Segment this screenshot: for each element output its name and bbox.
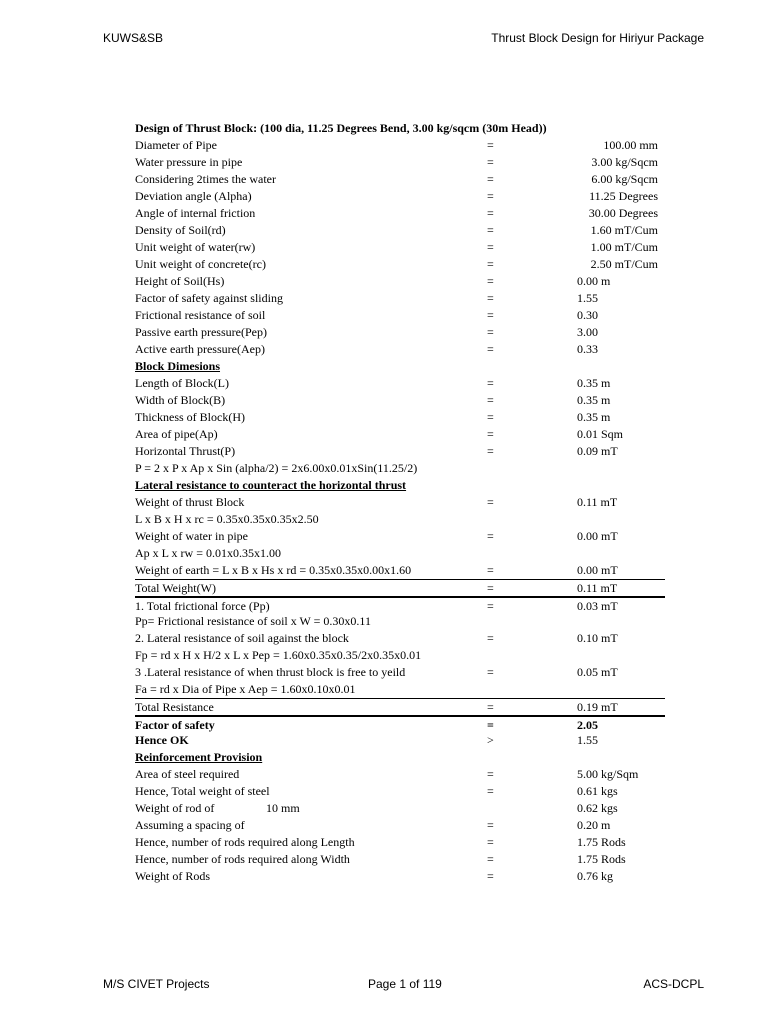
row-label: Weight of thrust Block: [135, 495, 245, 509]
calc-row: [135, 256, 665, 273]
row-label: Fa = rd x Dia of Pipe x Aep = 1.60x0.10x0.01: [135, 682, 356, 696]
row-value: 0.10 mT: [577, 631, 618, 645]
row-label: Frictional resistance of soil: [135, 308, 266, 322]
calc-row: [135, 528, 665, 545]
row-value: 0.33: [577, 342, 598, 356]
calc-row: [135, 732, 665, 749]
row-label: Unit weight of water(rw): [135, 240, 256, 254]
row-operator: =: [487, 308, 494, 322]
row-operator: =: [487, 257, 494, 271]
row-value: 0.03 mT: [577, 599, 618, 613]
row-operator: =: [487, 700, 494, 714]
row-operator: =: [487, 427, 494, 441]
calc-row: [135, 766, 665, 783]
calc-row: [135, 511, 665, 528]
row-value: 30.00 Degrees: [588, 206, 658, 220]
row-operator: =: [487, 393, 494, 407]
row-label: Block Dimesions: [135, 359, 221, 373]
calc-row: [135, 494, 665, 511]
calc-row: [135, 647, 665, 664]
row-label: Hence, number of rods required along Width: [135, 852, 350, 866]
row-operator: =: [487, 223, 494, 237]
row-value: 100.00 mm: [603, 138, 658, 152]
row-operator: =: [487, 274, 494, 288]
row-label: Weight of Rods: [135, 869, 211, 883]
header-title: Thrust Block Design for Hiriyur Package: [491, 31, 704, 45]
row-label: L x B x H x rc = 0.35x0.35x0.35x2.50: [135, 512, 319, 526]
row-operator: =: [487, 767, 494, 781]
row-operator: =: [487, 376, 494, 390]
row-operator: =: [487, 581, 494, 595]
row-label: Angle of internal friction: [135, 206, 256, 220]
row-label: Area of steel required: [135, 767, 240, 781]
row-label: Diameter of Pipe: [135, 138, 217, 152]
calc-row: [135, 613, 665, 630]
row-operator: =: [487, 444, 494, 458]
row-value: 0.00 mT: [577, 563, 618, 577]
row-operator: =: [487, 818, 494, 832]
row-value: 2.05: [577, 718, 598, 732]
row-label: Design of Thrust Block: (100 dia, 11.25 Degrees Bend, 3.00 kg/sqcm (30m Head)): [135, 121, 547, 135]
row-operator: =: [487, 599, 494, 613]
row-label: P = 2 x P x Ap x Sin (alpha/2) = 2x6.00x0.01xSin(11.25/2): [135, 461, 418, 475]
row-label: Hence, number of rods required along Length: [135, 835, 355, 849]
calc-row: [135, 817, 665, 834]
row-label: 1. Total frictional force (Pp): [135, 599, 270, 613]
calc-row: [135, 205, 665, 222]
row-label: Factor of safety: [135, 718, 215, 732]
row-label: 3 .Lateral resistance of when thrust block is free to yeild: [135, 665, 406, 679]
calc-row: [135, 545, 665, 562]
row-value: 0.11 mT: [577, 581, 618, 595]
row-label: Reinforcement Provision: [135, 750, 263, 764]
calc-row: [135, 222, 665, 239]
row-label: Pp= Frictional resistance of soil x W = 0.30x0.11: [135, 614, 371, 628]
row-operator: =: [487, 718, 494, 732]
calc-row: [135, 426, 665, 443]
row-label: Total Resistance: [135, 700, 214, 714]
row-value: 0.30: [577, 308, 598, 322]
calc-row: [135, 392, 665, 409]
row-label: Length of Block(L): [135, 376, 229, 390]
row-value: 0.11 mT: [577, 495, 618, 509]
calc-row: [135, 137, 665, 154]
row-operator: =: [487, 138, 494, 152]
calc-row: [135, 562, 665, 579]
row-operator: =: [487, 172, 494, 186]
row-operator: =: [487, 631, 494, 645]
calc-row: [135, 409, 665, 426]
row-label: Deviation angle (Alpha): [135, 189, 252, 203]
row-operator: =: [487, 291, 494, 305]
calc-row: [135, 154, 665, 171]
row-label: Area of pipe(Ap): [135, 427, 218, 441]
calc-row: [135, 579, 665, 597]
row-mid-value: 10 mm: [266, 801, 300, 815]
row-operator: =: [487, 206, 494, 220]
row-value: 2.50 mT/Cum: [590, 257, 658, 271]
calc-row: [135, 324, 665, 341]
footer-page-number: Page 1 of 119: [368, 977, 442, 991]
row-operator: >: [487, 733, 494, 747]
calc-row: [135, 290, 665, 307]
row-label: Water pressure in pipe: [135, 155, 243, 169]
row-label: Height of Soil(Hs): [135, 274, 225, 288]
footer-company: M/S CIVET Projects: [103, 977, 210, 991]
row-operator: =: [487, 563, 494, 577]
calc-row: [135, 749, 665, 766]
row-operator: =: [487, 835, 494, 849]
row-value: 0.01 Sqm: [577, 427, 624, 441]
calc-row: [135, 120, 665, 137]
row-operator: =: [487, 410, 494, 424]
row-value: 0.19 mT: [577, 700, 618, 714]
calc-row: [135, 460, 665, 477]
calc-row: [135, 358, 665, 375]
row-label: Factor of safety against sliding: [135, 291, 283, 305]
calc-row: [135, 630, 665, 647]
row-label: Fp = rd x H x H/2 x L x Pep = 1.60x0.35x0.35/2x0.35x0.01: [135, 648, 422, 662]
calc-row: [135, 851, 665, 868]
row-label: Density of Soil(rd): [135, 223, 226, 237]
row-operator: =: [487, 869, 494, 883]
row-label: Hence OK: [135, 733, 189, 747]
row-value: 0.00 mT: [577, 529, 618, 543]
row-value: 0.35 m: [577, 376, 611, 390]
row-value: 0.05 mT: [577, 665, 618, 679]
row-label: Weight of rod of: [135, 801, 215, 815]
row-operator: =: [487, 325, 494, 339]
row-operator: =: [487, 852, 494, 866]
row-operator: =: [487, 665, 494, 679]
row-label: Ap x L x rw = 0.01x0.35x1.00: [135, 546, 281, 560]
row-label: Total Weight(W): [135, 581, 216, 595]
calc-row: [135, 171, 665, 188]
row-label: Lateral resistance to counteract the horizontal thrust: [135, 478, 407, 492]
row-value: 1.60 mT/Cum: [590, 223, 658, 237]
row-value: 0.35 m: [577, 410, 611, 424]
row-value: 0.61 kgs: [577, 784, 618, 798]
row-value: 0.20 m: [577, 818, 611, 832]
calc-row: [135, 307, 665, 324]
calc-row: [135, 443, 665, 460]
row-value: 1.55: [577, 733, 598, 747]
calc-row: [135, 375, 665, 392]
row-value: 0.35 m: [577, 393, 611, 407]
row-value: 1.55: [577, 291, 598, 305]
row-label: Assuming a spacing of: [135, 818, 245, 832]
calc-row: [135, 800, 665, 817]
row-operator: =: [487, 155, 494, 169]
row-value: 0.62 kgs: [577, 801, 618, 815]
row-operator: =: [487, 240, 494, 254]
calc-row: [135, 273, 665, 290]
calc-row: [135, 868, 665, 885]
row-value: 5.00 kg/Sqm: [577, 767, 639, 781]
calc-row: [135, 477, 665, 494]
row-label: Weight of water in pipe: [135, 529, 248, 543]
header-org: KUWS&SB: [103, 31, 164, 45]
footer-code: ACS-DCPL: [643, 977, 704, 991]
calc-row: [135, 341, 665, 358]
calc-row: [135, 681, 665, 698]
calc-row: [135, 188, 665, 205]
row-operator: =: [487, 189, 494, 203]
row-value: 11.25 Degrees: [589, 189, 658, 203]
row-label: 2. Lateral resistance of soil against the block: [135, 631, 349, 645]
row-value: 1.00 mT/Cum: [590, 240, 658, 254]
row-value: 0.09 mT: [577, 444, 618, 458]
row-label: Passive earth pressure(Pep): [135, 325, 267, 339]
row-label: Width of Block(B): [135, 393, 226, 407]
row-label: Weight of earth = L x B x Hs x rd = 0.35x0.35x0.00x1.60: [135, 563, 412, 577]
row-label: Active earth pressure(Aep): [135, 342, 265, 356]
row-label: Unit weight of concrete(rc): [135, 257, 266, 271]
row-value: 0.00 m: [577, 274, 611, 288]
calc-row: [135, 239, 665, 256]
row-operator: =: [487, 342, 494, 356]
row-operator: =: [487, 529, 494, 543]
calc-row: [135, 783, 665, 800]
row-label: Thickness of Block(H): [135, 410, 245, 424]
row-label: Considering 2times the water: [135, 172, 276, 186]
row-value: 6.00 kg/Sqcm: [591, 172, 658, 186]
row-operator: =: [487, 784, 494, 798]
row-value: 3.00 kg/Sqcm: [591, 155, 658, 169]
row-operator: =: [487, 495, 494, 509]
row-value: 3.00: [577, 325, 598, 339]
calc-row: [135, 664, 665, 681]
row-value: 1.75 Rods: [577, 835, 626, 849]
calc-row: [135, 834, 665, 851]
row-value: 0.76 kg: [577, 869, 613, 883]
row-value: 1.75 Rods: [577, 852, 626, 866]
row-label: Horizontal Thrust(P): [135, 444, 236, 458]
row-label: Hence, Total weight of steel: [135, 784, 270, 798]
